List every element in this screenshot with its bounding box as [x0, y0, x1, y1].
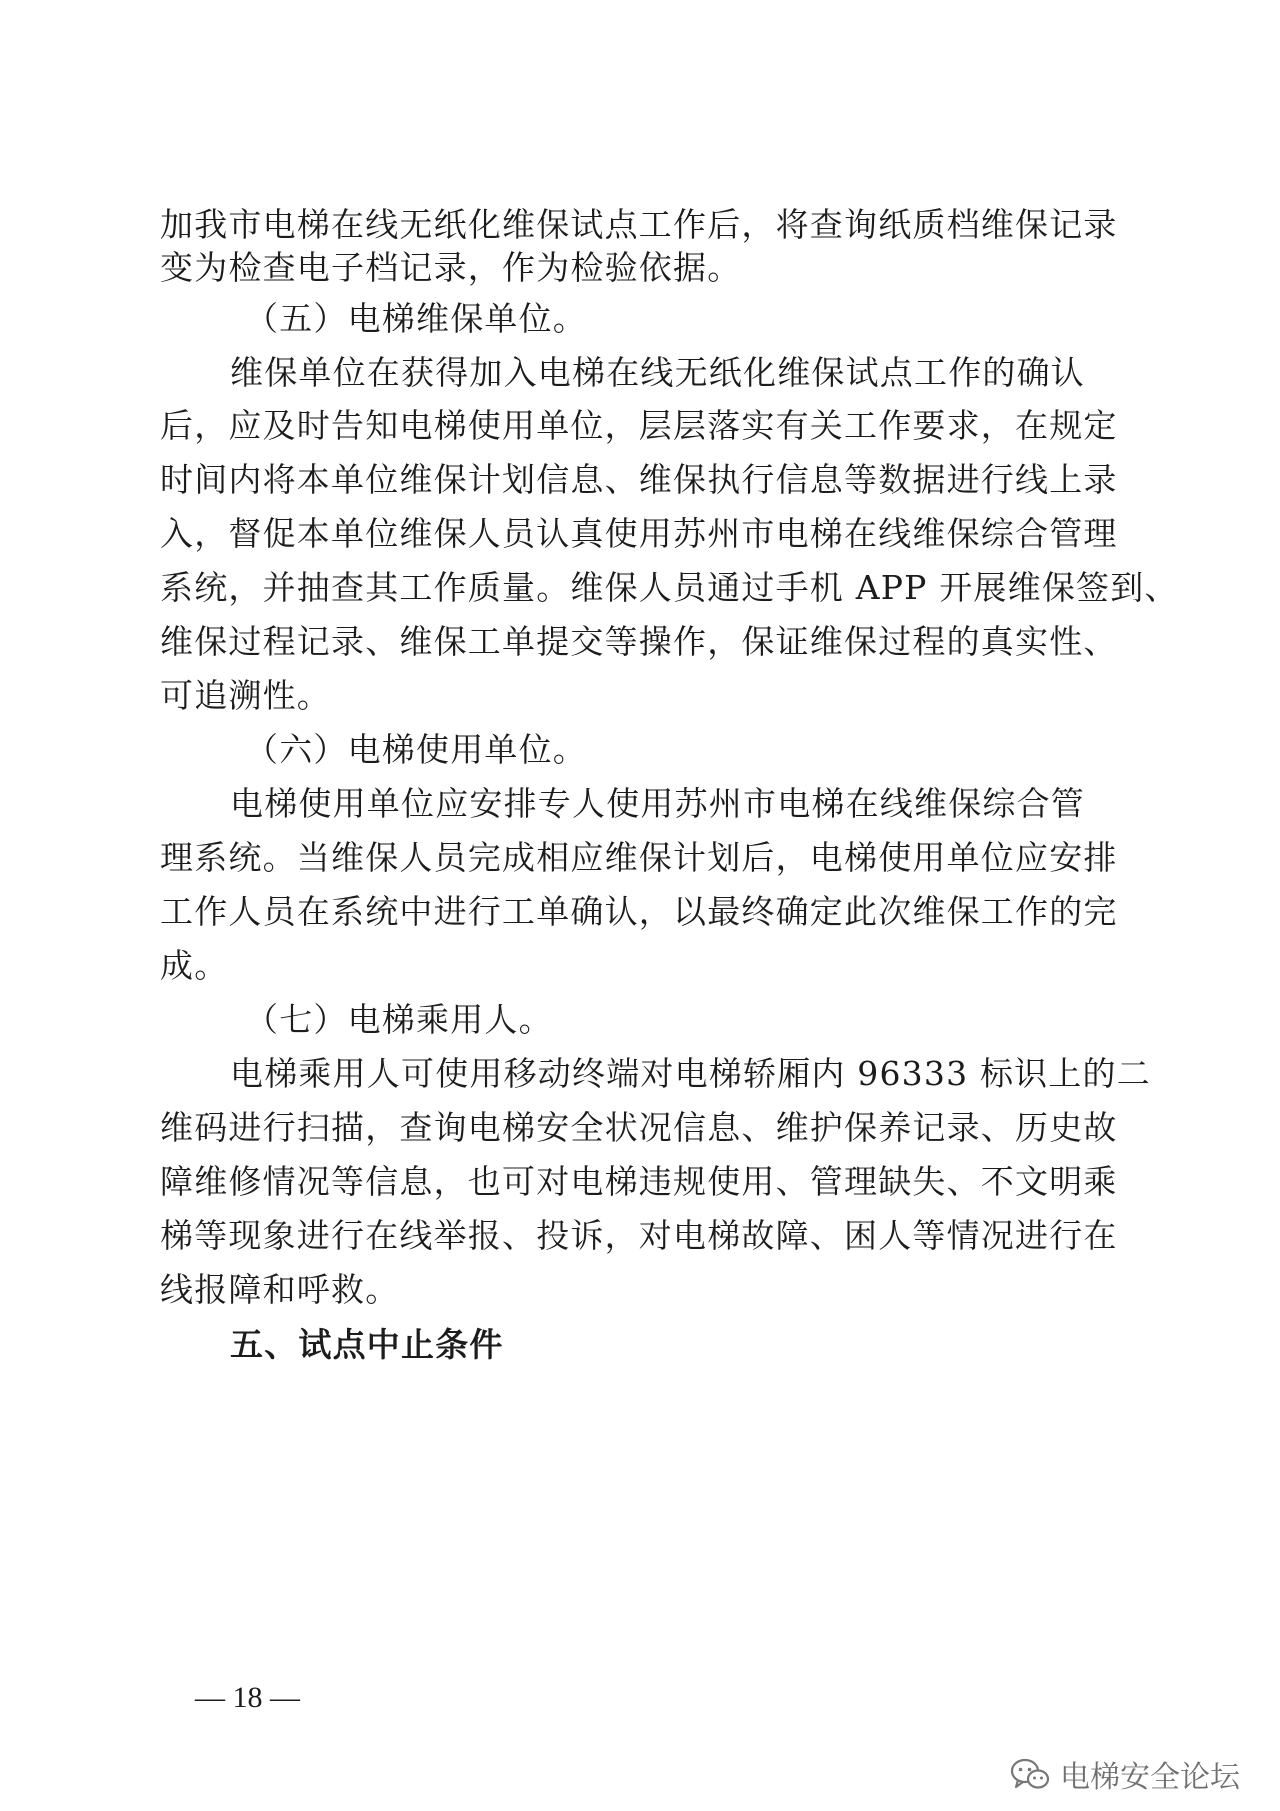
body-text-line: 梯等现象进行在线举报、投诉，对电梯故障、困人等情况进行在: [160, 1216, 1118, 1255]
body-text-line: 变为检查电子档记录，作为检验依据。: [160, 248, 742, 287]
body-text-line: 维码进行扫描，查询电梯安全状况信息、维护保养记录、历史故: [160, 1108, 1118, 1147]
body-text-line: 成。: [160, 946, 229, 985]
body-text-line: 线报障和呼救。: [160, 1270, 400, 1309]
section-heading-7: （七）电梯乘用人。: [245, 1000, 553, 1039]
body-text-line: 时间内将本单位维保计划信息、维保执行信息等数据进行线上录: [160, 460, 1118, 499]
body-text-line: 系统，并抽查其工作质量。维保人员通过手机 APP 开展维保签到、: [160, 568, 1179, 607]
wechat-icon: [1010, 1757, 1050, 1791]
body-text-line: 理系统。当维保人员完成相应维保计划后，电梯使用单位应安排: [160, 838, 1118, 877]
section-heading-6: （六）电梯使用单位。: [245, 730, 587, 769]
body-text-line: 维保过程记录、维保工单提交等操作，保证维保过程的真实性、: [160, 622, 1118, 661]
body-text-line: 工作人员在系统中进行工单确认，以最终确定此次维保工作的完: [160, 892, 1118, 931]
body-text-line: 电梯乘用人可使用移动终端对电梯轿厢内 96333 标识上的二: [230, 1054, 1151, 1093]
body-text-line: 维保单位在获得加入电梯在线无纸化维保试点工作的确认: [230, 353, 1085, 392]
page-number: — 18 —: [195, 1681, 300, 1714]
watermark: [1010, 1756, 1240, 1795]
body-text-line: 可追溯性。: [160, 676, 331, 715]
watermark-text: 电梯安全论坛: [1060, 1760, 1240, 1795]
body-text-line: 后，应及时告知电梯使用单位，层层落实有关工作要求，在规定: [160, 406, 1118, 445]
chapter-heading-5: 五、试点中止条件: [230, 1325, 504, 1364]
section-heading-5: （五）电梯维保单位。: [245, 299, 587, 338]
body-text-line: 电梯使用单位应安排专人使用苏州市电梯在线维保综合管: [230, 784, 1085, 823]
body-text-line: 障维修情况等信息，也可对电梯违规使用、管理缺失、不文明乘: [160, 1162, 1118, 1201]
body-text-line: 入，督促本单位维保人员认真使用苏州市电梯在线维保综合管理: [160, 514, 1118, 553]
body-text-line: 加我市电梯在线无纸化维保试点工作后，将查询纸质档维保记录: [160, 205, 1118, 244]
